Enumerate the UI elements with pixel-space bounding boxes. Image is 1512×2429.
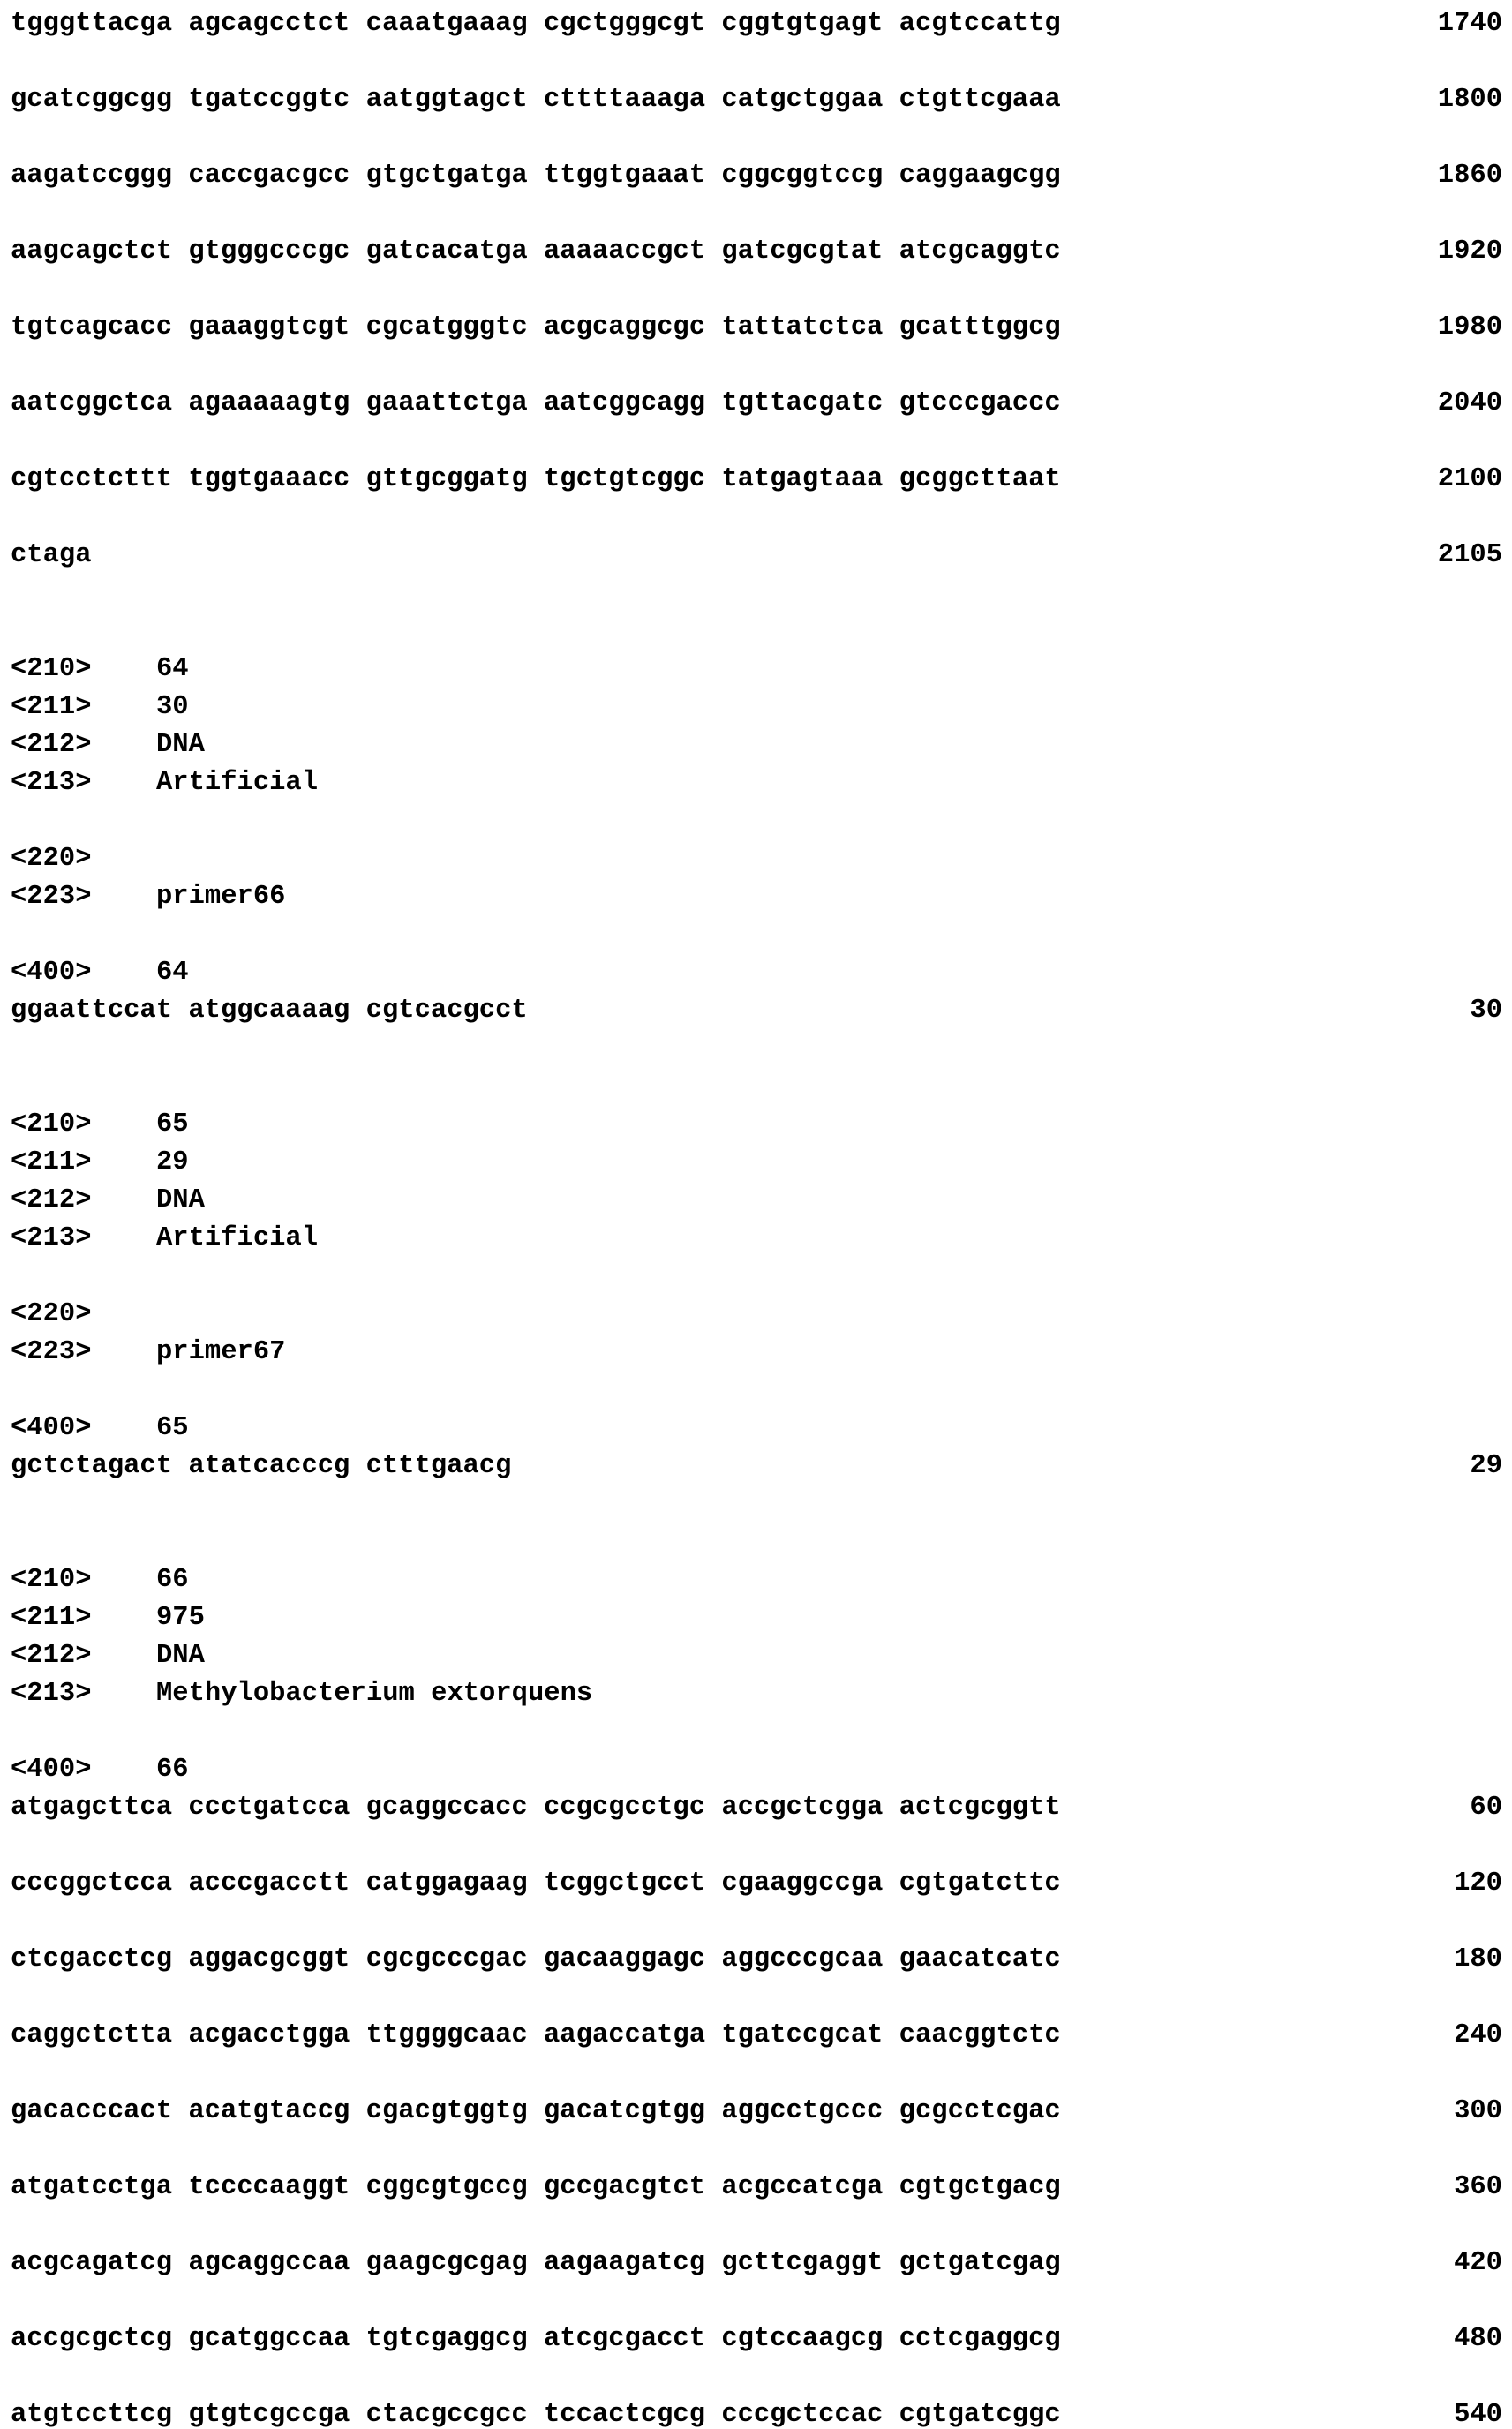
sequence-text: gcatcggcgg tgatccggtc aatggtagct cttttaaaga catgctggaa ctgttcgaaa bbox=[11, 85, 1061, 115]
metadata-tag: <213> bbox=[11, 1679, 92, 1709]
metadata-tag: <212> bbox=[11, 730, 92, 760]
blank-line bbox=[11, 618, 1502, 656]
metadata-line bbox=[11, 694, 1502, 732]
metadata-tag: <212> bbox=[11, 1185, 92, 1215]
sequence-line bbox=[11, 314, 1502, 352]
sequence-text: atgatcctga tccccaaggt cggcgtgccg gccgacgtct acgccatcga cgtgctgacg bbox=[11, 2172, 1061, 2202]
metadata-value: primer66 bbox=[156, 882, 286, 912]
position-number: 60 bbox=[1470, 1793, 1502, 1823]
blank-line bbox=[11, 504, 1502, 542]
blank-line bbox=[11, 2212, 1502, 2250]
position-number: 360 bbox=[1454, 2172, 1502, 2202]
blank-line bbox=[11, 921, 1502, 959]
metadata-line bbox=[11, 732, 1502, 770]
metadata-line bbox=[11, 846, 1502, 884]
metadata-value: Artificial bbox=[156, 1223, 319, 1253]
sequence-text: accgcgctcg gcatggccaa tgtcgaggcg atcgcgacct cgtccaagcg cctcgaggcg bbox=[11, 2324, 1061, 2354]
sequence-text: acgcagatcg agcaggccaa gaagcgcgag aagaagatcg gcttcgaggt gctgatcgag bbox=[11, 2248, 1061, 2278]
sequence-line bbox=[11, 238, 1502, 276]
blank-line bbox=[11, 808, 1502, 846]
metadata-line bbox=[11, 1415, 1502, 1453]
sequence-line bbox=[11, 542, 1502, 580]
metadata-tag: <211> bbox=[11, 1147, 92, 1177]
sequence-text: tgggttacga agcagcctct caaatgaaag cgctgggcgt cggtgtgagt acgtccattg bbox=[11, 9, 1061, 39]
position-number: 120 bbox=[1454, 1869, 1502, 1899]
sequence-line bbox=[11, 2022, 1502, 2060]
sequence-text: aatcggctca agaaaaagtg gaaattctga aatcggcagg tgttacgatc gtcccgaccc bbox=[11, 388, 1061, 418]
document-body bbox=[11, 11, 1502, 2429]
sequence-line bbox=[11, 2402, 1502, 2429]
metadata-tag: <210> bbox=[11, 1565, 92, 1595]
sequence-text: ctaga bbox=[11, 540, 92, 570]
metadata-tag: <213> bbox=[11, 768, 92, 798]
metadata-line bbox=[11, 1339, 1502, 1377]
metadata-tag: <220> bbox=[11, 844, 92, 874]
metadata-value: DNA bbox=[156, 1641, 205, 1671]
metadata-tag: <210> bbox=[11, 1109, 92, 1139]
blank-line bbox=[11, 1073, 1502, 1111]
sequence-line bbox=[11, 2174, 1502, 2212]
metadata-value: 66 bbox=[156, 1565, 189, 1595]
sequence-line bbox=[11, 466, 1502, 504]
metadata-tag: <400> bbox=[11, 1755, 92, 1785]
position-number: 29 bbox=[1470, 1451, 1502, 1481]
metadata-tag: <223> bbox=[11, 1337, 92, 1367]
metadata-value: 66 bbox=[156, 1755, 189, 1785]
blank-line bbox=[11, 2364, 1502, 2402]
sequence-text: cgtcctcttt tggtgaaacc gttgcggatg tgctgtcggc tatgagtaaa gcggcttaat bbox=[11, 464, 1061, 494]
sequence-text: caggctctta acgacctgga ttggggcaac aagaccatga tgatccgcat caacggtctc bbox=[11, 2020, 1061, 2050]
metadata-value: 65 bbox=[156, 1413, 189, 1443]
sequence-line bbox=[11, 2326, 1502, 2364]
metadata-line bbox=[11, 770, 1502, 808]
metadata-line bbox=[11, 1756, 1502, 1794]
position-number: 2100 bbox=[1437, 464, 1502, 494]
position-number: 1980 bbox=[1437, 312, 1502, 342]
metadata-line bbox=[11, 884, 1502, 921]
metadata-line bbox=[11, 1111, 1502, 1149]
blank-line bbox=[11, 428, 1502, 466]
metadata-line bbox=[11, 1149, 1502, 1187]
metadata-value: Artificial bbox=[156, 768, 319, 798]
sequence-line bbox=[11, 1870, 1502, 1908]
metadata-line bbox=[11, 656, 1502, 694]
metadata-value: DNA bbox=[156, 1185, 205, 1215]
sequence-line bbox=[11, 1946, 1502, 1984]
position-number: 1860 bbox=[1437, 161, 1502, 191]
blank-line bbox=[11, 1529, 1502, 1567]
blank-line bbox=[11, 200, 1502, 238]
metadata-line bbox=[11, 1225, 1502, 1263]
metadata-value: 65 bbox=[156, 1109, 189, 1139]
metadata-tag: <400> bbox=[11, 1413, 92, 1443]
sequence-line bbox=[11, 11, 1502, 49]
sequence-line bbox=[11, 2098, 1502, 2136]
metadata-line bbox=[11, 1643, 1502, 1681]
metadata-tag: <223> bbox=[11, 882, 92, 912]
sequence-line bbox=[11, 162, 1502, 200]
metadata-value: 29 bbox=[156, 1147, 189, 1177]
sequence-line bbox=[11, 2250, 1502, 2288]
blank-line bbox=[11, 1718, 1502, 1756]
sequence-text: gacacccact acatgtaccg cgacgtggtg gacatcgtgg aggcctgccc gcgcctcgac bbox=[11, 2096, 1061, 2126]
metadata-tag: <212> bbox=[11, 1641, 92, 1671]
blank-line bbox=[11, 124, 1502, 162]
metadata-tag: <211> bbox=[11, 1603, 92, 1633]
sequence-text: ctcgacctcg aggacgcggt cgcgcccgac gacaaggagc aggcccgcaa gaacatcatc bbox=[11, 1944, 1061, 1974]
metadata-tag: <220> bbox=[11, 1299, 92, 1329]
position-number: 540 bbox=[1454, 2400, 1502, 2429]
metadata-value: 975 bbox=[156, 1603, 205, 1633]
sequence-text: aagatccggg caccgacgcc gtgctgatga ttggtgaaat cggcggtccg caggaagcgg bbox=[11, 161, 1061, 191]
blank-line bbox=[11, 1377, 1502, 1415]
sequence-line bbox=[11, 390, 1502, 428]
blank-line bbox=[11, 1984, 1502, 2022]
metadata-line bbox=[11, 959, 1502, 997]
metadata-tag: <211> bbox=[11, 692, 92, 722]
metadata-tag: <213> bbox=[11, 1223, 92, 1253]
blank-line bbox=[11, 1832, 1502, 1870]
metadata-value: 30 bbox=[156, 692, 189, 722]
blank-line bbox=[11, 580, 1502, 618]
sequence-text: atgtccttcg gtgtcgccga ctacgccgcc tccactcgcg cccgctccac cgtgatcggc bbox=[11, 2400, 1061, 2429]
blank-line bbox=[11, 2136, 1502, 2174]
position-number: 30 bbox=[1470, 996, 1502, 1026]
metadata-tag: <210> bbox=[11, 654, 92, 684]
sequence-line bbox=[11, 1794, 1502, 1832]
position-number: 420 bbox=[1454, 2248, 1502, 2278]
metadata-line bbox=[11, 1187, 1502, 1225]
metadata-value: DNA bbox=[156, 730, 205, 760]
sequence-line bbox=[11, 86, 1502, 124]
blank-line bbox=[11, 1263, 1502, 1301]
blank-line bbox=[11, 276, 1502, 314]
blank-line bbox=[11, 2060, 1502, 2098]
sequence-line bbox=[11, 997, 1502, 1035]
blank-line bbox=[11, 49, 1502, 86]
metadata-line bbox=[11, 1301, 1502, 1339]
position-number: 180 bbox=[1454, 1944, 1502, 1974]
sequence-text: ggaattccat atggcaaaag cgtcacgcct bbox=[11, 996, 528, 1026]
position-number: 1740 bbox=[1437, 9, 1502, 39]
metadata-value: Methylobacterium extorquens bbox=[156, 1679, 593, 1709]
sequence-text: gctctagact atatcacccg ctttgaacg bbox=[11, 1451, 512, 1481]
metadata-value: primer67 bbox=[156, 1337, 286, 1367]
blank-line bbox=[11, 2288, 1502, 2326]
position-number: 300 bbox=[1454, 2096, 1502, 2126]
position-number: 2040 bbox=[1437, 388, 1502, 418]
blank-line bbox=[11, 352, 1502, 390]
metadata-line bbox=[11, 1567, 1502, 1605]
blank-line bbox=[11, 1035, 1502, 1073]
sequence-text: tgtcagcacc gaaaggtcgt cgcatgggtc acgcaggcgc tattatctca gcatttggcg bbox=[11, 312, 1061, 342]
metadata-value: 64 bbox=[156, 654, 189, 684]
metadata-line bbox=[11, 1605, 1502, 1643]
sequence-text: atgagcttca ccctgatcca gcaggccacc ccgcgcctgc accgctcgga actcgcggtt bbox=[11, 1793, 1061, 1823]
position-number: 2105 bbox=[1437, 540, 1502, 570]
sequence-text: aagcagctct gtgggcccgc gatcacatga aaaaaccgct gatcgcgtat atcgcaggtc bbox=[11, 237, 1061, 267]
metadata-line bbox=[11, 1681, 1502, 1718]
position-number: 480 bbox=[1454, 2324, 1502, 2354]
blank-line bbox=[11, 1491, 1502, 1529]
blank-line bbox=[11, 1908, 1502, 1946]
metadata-value: 64 bbox=[156, 958, 189, 988]
metadata-tag: <400> bbox=[11, 958, 92, 988]
sequence-line bbox=[11, 1453, 1502, 1491]
sequence-text: cccggctcca acccgacctt catggagaag tcggctgcct cgaaggccga cgtgatcttc bbox=[11, 1869, 1061, 1899]
position-number: 1800 bbox=[1437, 85, 1502, 115]
position-number: 240 bbox=[1454, 2020, 1502, 2050]
position-number: 1920 bbox=[1437, 237, 1502, 267]
